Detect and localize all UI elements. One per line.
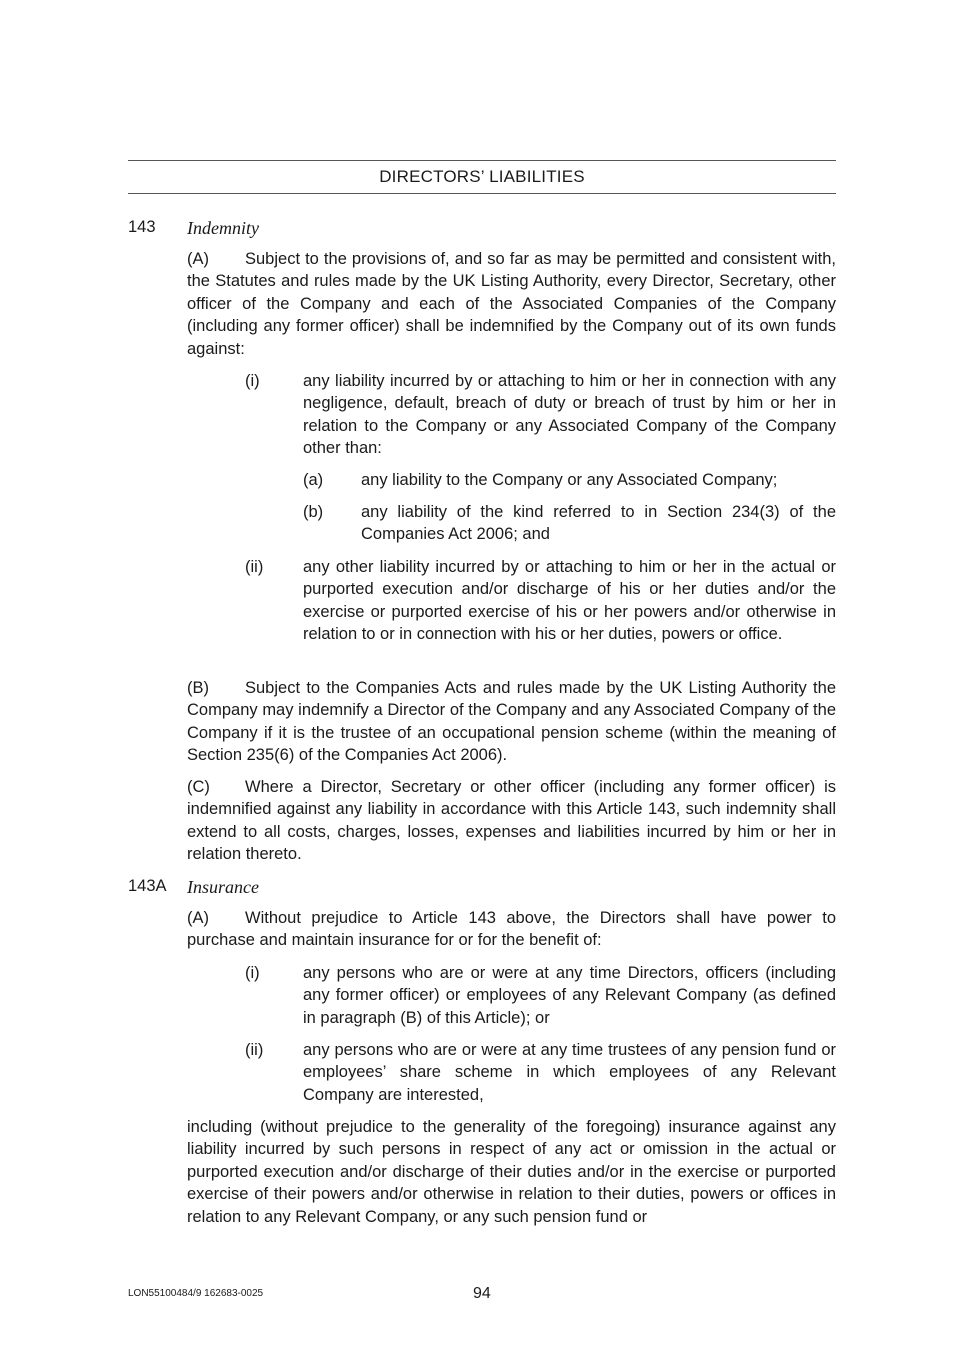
article-143a-tail-paragraph: including (without prejudice to the generality of the foregoing) insurance against any liability incurred by such persons in respect of any act or omission in the actual or purported execution and/or discharge of their duties and/or in the exercise or purported exercise of their powers and/or otherwise in relation to their duties, powers or offices in relation to any Relevant Company, or any such pension fund or — [187, 1118, 836, 1226]
item-text: any persons who are or were at any time trustees of any pension fund or employees’ share scheme in which employees of any Relevant Company are interested, — [303, 1041, 836, 1104]
item-text: any liability incurred by or attaching to him or her in connection with any negligence, default, breach of duty or breach of trust by him or her in relation to the Company or any Associated Company of the Company other than: — [303, 372, 836, 458]
para-text: Subject to the Companies Acts and rules made by the UK Listing Authority the Company may indemnify a Director of the Company and any Associated Company of the Company if it is the trustee of an occupational pension scheme (within the meaning of Section 235(6) of the Companies Act 2006). — [187, 679, 836, 765]
item-text: any persons who are or were at any time Directors, officers (including any former officer) or employees of any Relevant Company (as defined in paragraph (B) of this Article); or — [303, 964, 836, 1027]
subitem-label: (b) — [303, 503, 324, 521]
article-143-title: Indemnity — [187, 218, 259, 238]
article-143a-item-ii — [245, 1039, 836, 1106]
para-label: (A) — [187, 250, 209, 268]
subitem-text: any liability of the kind referred to in Section 234(3) of the Companies Act 2006; and — [361, 503, 836, 544]
item-label: (ii) — [245, 558, 264, 576]
article-143-subitem-a — [303, 469, 836, 491]
article-143-subitem-b — [303, 501, 836, 546]
subitem-text: any liability to the Company or any Associated Company; — [361, 471, 778, 489]
article-143-para-c — [187, 776, 836, 866]
article-143-para-b — [187, 677, 836, 767]
item-label: (ii) — [245, 1041, 264, 1059]
article-143a-item-i — [245, 962, 836, 1029]
para-text: Subject to the provisions of, and so far as may be permitted and consistent with, the Statutes and rules made by the UK Listing Authority, every Director, Secretary, other officer of the Company and each of the Associated Companies of the Company (including any former officer) shall be indemnified by the Company out of its own funds against: — [187, 250, 836, 358]
footer-document-ref: LON55100484/9 162683-0025 — [128, 1288, 264, 1299]
para-label: (C) — [187, 778, 210, 796]
subitem-label: (a) — [303, 471, 324, 489]
article-143a-para-a — [187, 907, 836, 952]
section-heading: DIRECTORS’ LIABILITIES — [379, 167, 585, 186]
page-number: 94 — [473, 1285, 491, 1302]
article-143a-number: 143A — [128, 877, 167, 895]
heading-rule-bottom — [128, 193, 836, 194]
para-label: (B) — [187, 679, 209, 697]
item-text: any other liability incurred by or attaching to him or her in the actual or purported execution and/or discharge of his or her duties and/or the exercise or purported exercise of his or her powers and/or otherwise in relation to or in connection with his or her duties, powers or office. — [303, 558, 836, 644]
para-text: Where a Director, Secretary or other officer (including any former officer) is indemnified against any liability in accordance with this Article 143, such indemnity shall extend to all costs, charges, losses, expenses and liabilities incurred by him or her in relation thereto. — [187, 778, 836, 864]
heading-rule-top — [128, 160, 836, 161]
para-label: (A) — [187, 909, 209, 927]
article-143-item-ii — [245, 556, 836, 646]
item-label: (i) — [245, 964, 260, 982]
article-143-number: 143 — [128, 218, 156, 236]
para-text: Without prejudice to Article 143 above, the Directors shall have power to purchase and maintain insurance for or for the benefit of: — [187, 909, 836, 950]
article-143a-title: Insurance — [187, 877, 259, 897]
article-143-item-i — [245, 370, 836, 460]
item-label: (i) — [245, 372, 260, 390]
article-143-para-a — [187, 248, 836, 360]
